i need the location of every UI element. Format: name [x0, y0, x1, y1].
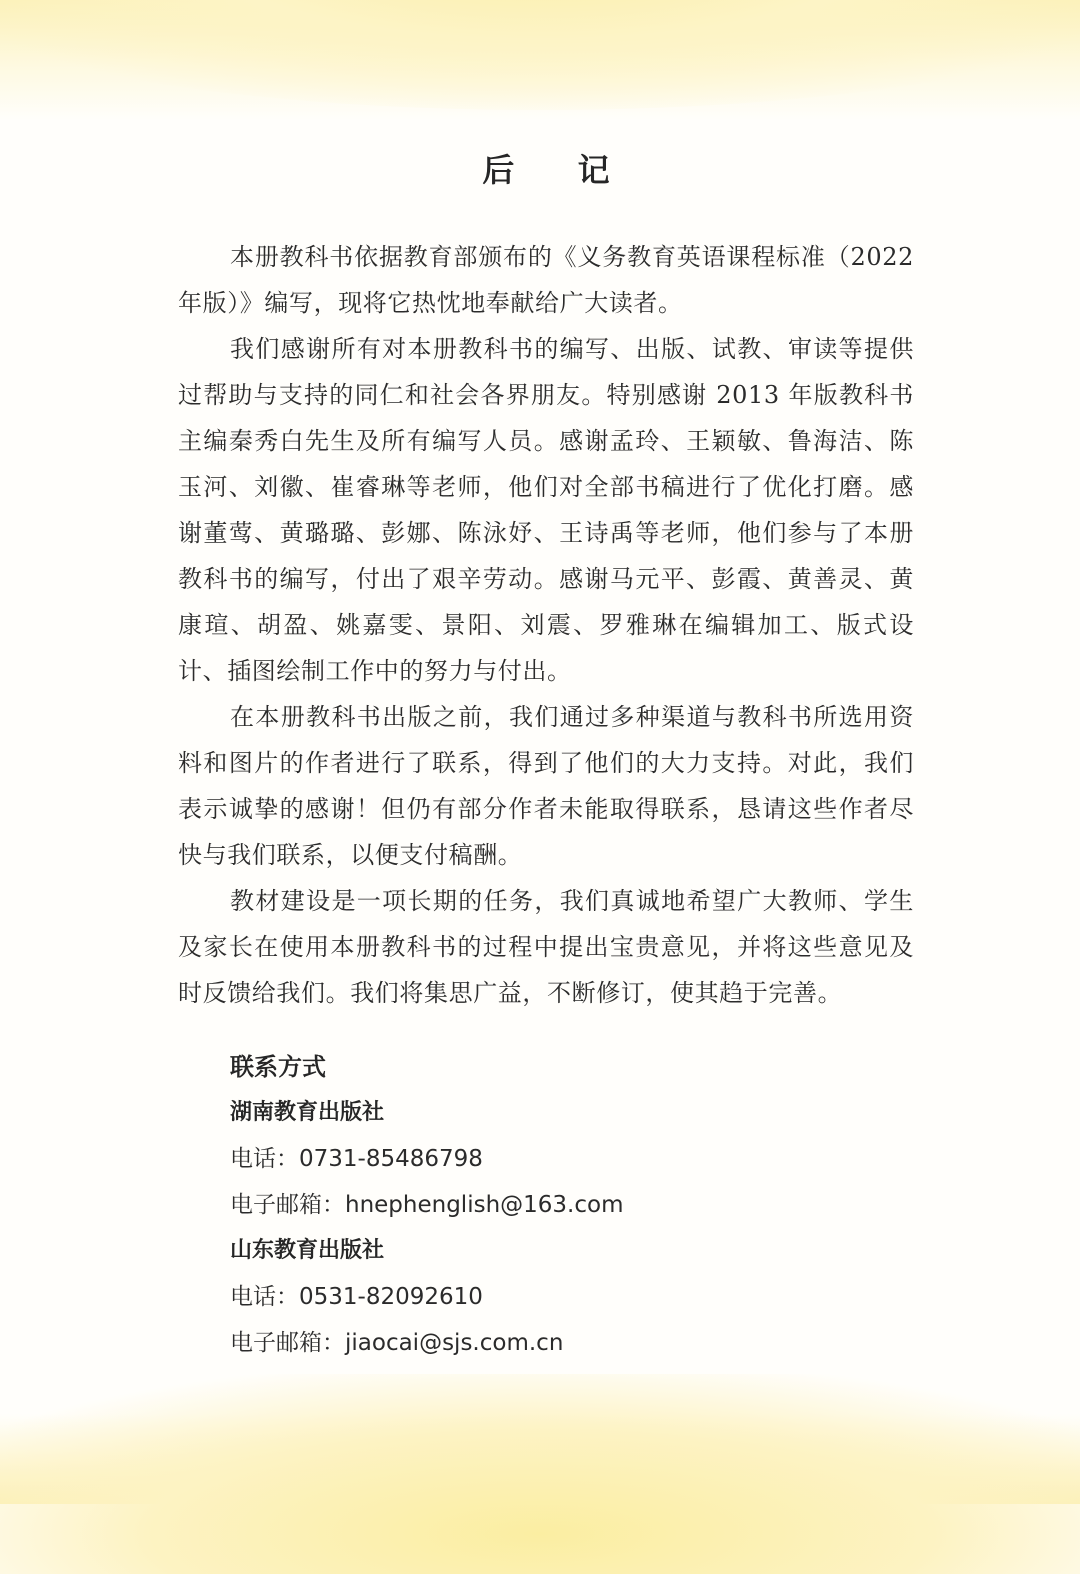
phone-label: 电话：: [230, 1146, 299, 1172]
publisher-name: 山东教育出版社: [230, 1238, 385, 1263]
paragraph-3: 在本册教科书出版之前，我们通过多种渠道与教科书所选用资料和图片的作者进行了联系，得到了他们的大力支持。对此，我们表示诚挚的感谢！但仍有部分作者未能取得联系，恳请这些作者尽快与我们联系，以便支付稿酬。: [178, 703, 914, 869]
paragraph-1: 本册教科书依据教育部颁布的《义务教育英语课程标准（2022年版）》编写，现将它热忱地奉献给广大读者。: [178, 243, 914, 317]
phone-label: 电话：: [230, 1284, 299, 1310]
contact-heading: 联系方式: [230, 1053, 326, 1081]
afterword-body: [178, 140, 914, 1016]
email-address: hnephenglish@163.com: [345, 1192, 624, 1218]
email-line: [230, 1320, 930, 1366]
phone-number: 0731-85486798: [299, 1146, 483, 1172]
paragraph-2: 我们感谢所有对本册教科书的编写、出版、试教、审读等提供过帮助与支持的同仁和社会各界朋友。特别感谢 2013 年版教科书主编秦秀白先生及所有编写人员。感谢孟玲、王颖敏、鲁海洁、陈玉河、刘徽、崔睿琳等老师，他们对全部书稿进行了优化打磨。感谢董莺、黄璐璐、彭娜、陈泳妤、王诗禹等老师，他们参与了本册教科书的编写，付出了艰辛劳动。感谢马元平、彭霞、黄善灵、黄康瑄、胡盈、姚嘉雯、景阳、刘震、罗雅琳在编辑加工、版式设计、插图绘制工作中的努力与付出。: [178, 335, 914, 685]
paragraph-4: 教材建设是一项长期的任务，我们真诚地希望广大教师、学生及家长在使用本册教科书的过程中提出宝贵意见，并将这些意见及时反馈给我们。我们将集思广益，不断修订，使其趋于完善。: [178, 887, 914, 1007]
phone-line: [230, 1274, 930, 1320]
publisher-block-hunan: [230, 1090, 930, 1228]
phone-number: 0531-82092610: [299, 1284, 483, 1310]
publisher-name: 湖南教育出版社: [230, 1100, 385, 1125]
contact-section: [230, 1044, 930, 1366]
phone-line: [230, 1136, 930, 1182]
email-label: 电子邮箱：: [230, 1192, 345, 1218]
bottom-yellow-glow: [0, 1374, 1080, 1574]
email-line: [230, 1182, 930, 1228]
email-label: 电子邮箱：: [230, 1330, 345, 1356]
publisher-block-shandong: [230, 1228, 930, 1366]
page-title: 后 记: [482, 151, 636, 189]
email-address: jiaocai@sjs.com.cn: [345, 1330, 564, 1356]
